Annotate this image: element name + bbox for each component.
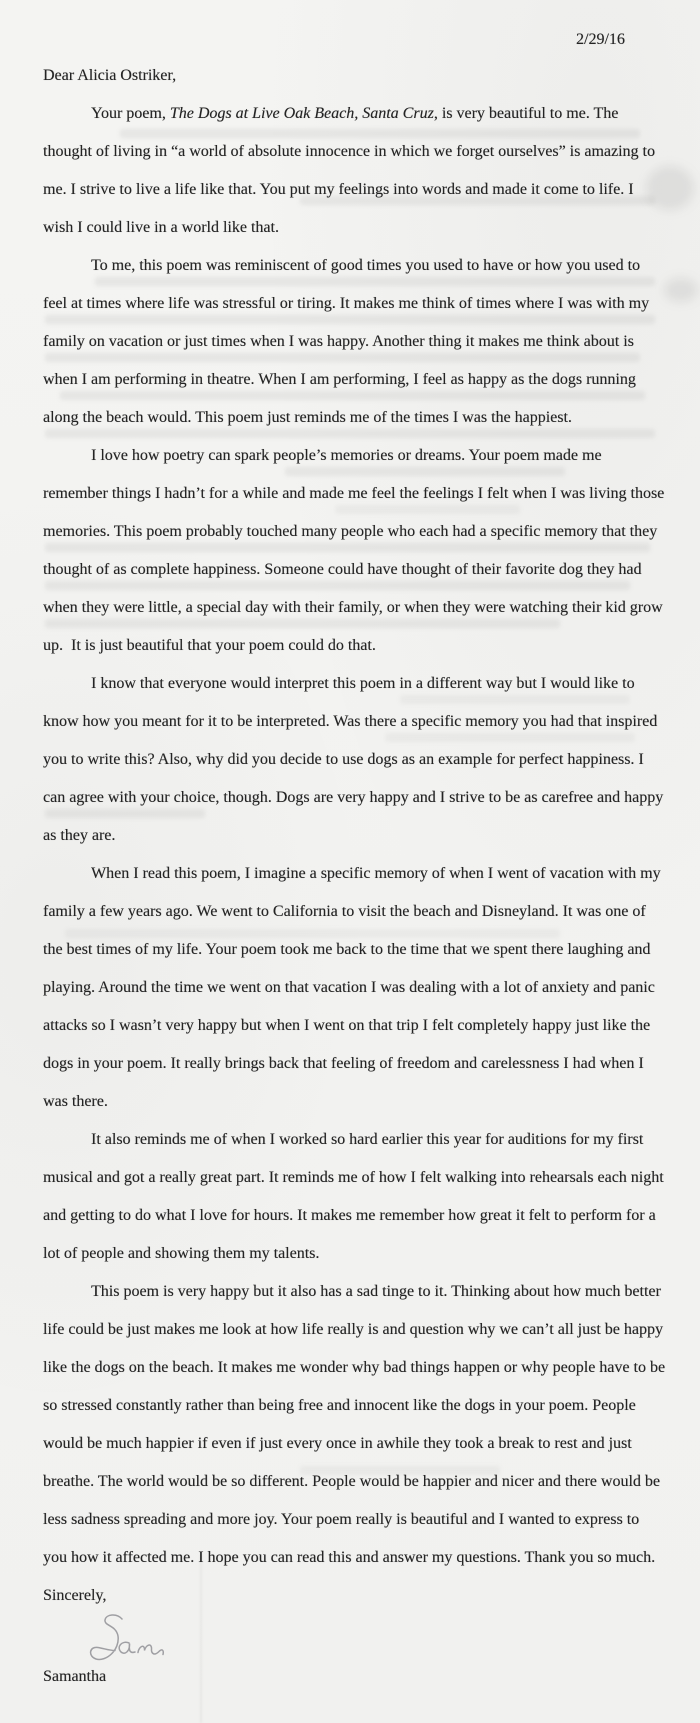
letter-line: when they were little, a special day with their family, or when they were watching their kid grow <box>43 599 663 616</box>
letter-line: musical and got a really great part. It reminds me of how I felt walking into rehearsals each night <box>43 1169 664 1186</box>
letter-line: thought of living in “a world of absolute innocence in which we forget ourselves” is amazing to <box>43 143 655 160</box>
letter-line: feel at times where life was stressful or tiring. It makes me think of times where I was with my <box>43 295 650 312</box>
letter-line: would be much happier if even if just every once in awhile they took a break to rest and just <box>43 1435 632 1452</box>
letter-line: memories. This poem probably touched many people who each had a specific memory that they <box>43 523 658 540</box>
letter-date: 2/29/16 <box>576 31 625 48</box>
letter-line: when I am performing in theatre. When I am performing, I feel as happy as the dogs running <box>43 371 636 388</box>
letter-line: I know that everyone would interpret this poem in a different way but I would like to <box>91 675 635 692</box>
letter-line: and getting to do what I love for hours. It makes me remember how great it felt to perform for a <box>43 1207 656 1224</box>
letter-line: know how you meant for it to be interpreted. Was there a specific memory you had that inspired <box>43 713 658 730</box>
letter-line: you how it affected me. I hope you can read this and answer my questions. Thank you so much. <box>43 1549 656 1566</box>
letter-line: was there. <box>43 1093 108 1110</box>
letter-line: lot of people and showing them my talents. <box>43 1245 320 1262</box>
letter-line: When I read this poem, I imagine a specific memory of when I went of vacation with my <box>91 865 661 882</box>
letter-line: family on vacation or just times when I was happy. Another thing it makes me think about is <box>43 333 634 350</box>
letter-line: wish I could live in a world like that. <box>43 219 279 236</box>
letter-line: playing. Around the time we went on that vacation I was dealing with a lot of anxiety and panic <box>43 979 655 996</box>
letter-line: me. I strive to live a life like that. You put my feelings into words and made it come to life. I <box>43 181 634 198</box>
letter-line: along the beach would. This poem just reminds me of the times I was the happiest. <box>43 409 572 426</box>
letter-line: you to write this? Also, why did you decide to use dogs as an example for perfect happiness. I <box>43 751 644 768</box>
letter-line: can agree with your choice, though. Dogs are very happy and I strive to be as carefree and happy <box>43 789 664 806</box>
letter-line: less sadness spreading and more joy. Your poem really is beautiful and I wanted to express to <box>43 1511 640 1528</box>
scan-smudge <box>664 278 698 302</box>
letter-line: thought of as complete happiness. Someone could have thought of their favorite dog they had <box>43 561 642 578</box>
letter-line: so stressed constantly rather than being free and innocent like the dogs in your poem. People <box>43 1397 636 1414</box>
letter-line: family a few years ago. We went to California to visit the beach and Disneyland. It was one of <box>43 903 646 920</box>
letter-line: as they are. <box>43 827 116 844</box>
poem-title: The Dogs at Live Oak Beach, Santa Cruz <box>169 105 434 122</box>
text: Your poem, <box>91 105 170 122</box>
letter-paragraphs <box>43 95 666 1577</box>
letter-line: the best times of my life. Your poem took me back to the time that we spent there laughing and <box>43 941 651 958</box>
letter-line <box>43 95 663 133</box>
letter-line: This poem is very happy but it also has a sad tinge to it. Thinking about how much better <box>91 1283 661 1300</box>
text: , is very beautiful to me. The <box>433 105 619 122</box>
letter-line: To me, this poem was reminiscent of good times you used to have or how you used to <box>91 257 641 274</box>
closing: Sincerely, <box>43 1587 107 1604</box>
salutation: Dear Alicia Ostriker, <box>43 67 177 84</box>
letter-body <box>43 57 666 1696</box>
letter-line: It also reminds me of when I worked so hard earlier this year for auditions for my first <box>91 1131 644 1148</box>
signature-sam <box>86 1612 168 1668</box>
letter-line: dogs in your poem. It really brings back that feeling of freedom and carelessness I had when I <box>43 1055 644 1072</box>
letter-line: remember things I hadn’t for a while and made me feel the feelings I felt when I was living those <box>43 485 665 502</box>
letter-line: breathe. The world would be so different. People would be happier and nicer and there would be <box>43 1473 660 1490</box>
letter-line: like the dogs on the beach. It makes me wonder why bad things happen or why people have to be <box>43 1359 666 1376</box>
letter-line: attacks so I wasn’t very happy but when I went on that trip I felt completely happy just like the <box>43 1017 651 1034</box>
letter-line: life could be just makes me look at how life really is and question why we can’t all just be happy <box>43 1321 663 1338</box>
letter-line: up. It is just beautiful that your poem could do that. <box>43 637 376 654</box>
signed-name: Samantha <box>43 1668 107 1685</box>
letter-line: I love how poetry can spark people’s memories or dreams. Your poem made me <box>91 447 602 464</box>
